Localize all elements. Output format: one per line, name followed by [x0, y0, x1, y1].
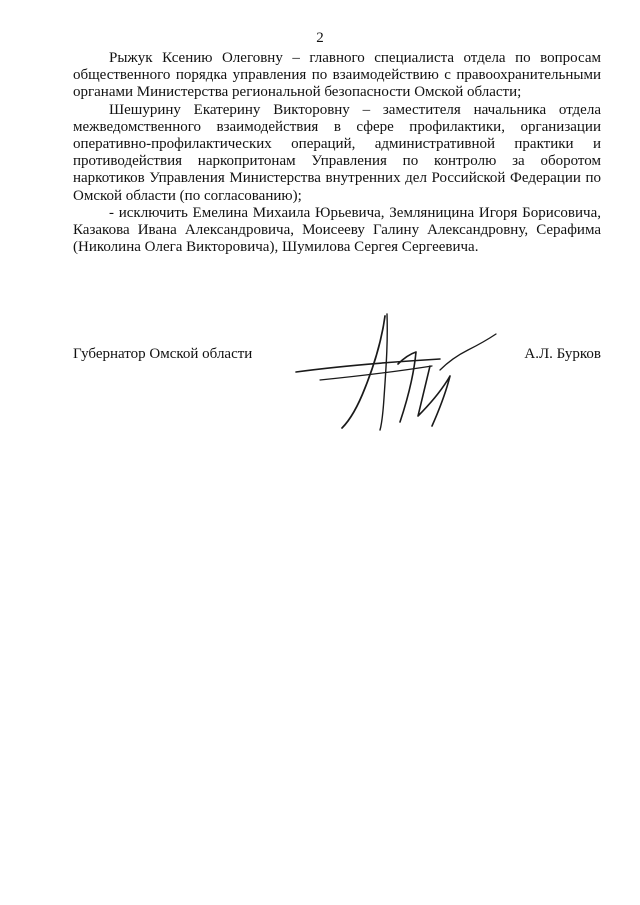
signatory-title: Губернатор Омской области: [73, 346, 253, 362]
page-number: 2: [316, 30, 324, 46]
signatory-name: А.Л. Бурков: [524, 346, 601, 362]
handwritten-signature-icon: [290, 308, 510, 438]
paragraph-exclude: - исключить Емелина Михаила Юрьевича, Земляницина Игоря Борисовича, Казакова Ивана Александровича, Моисееву Галину Александровну, Серафима (Николина Олега Викторовича), Шумилова Сергея Сергеевича.: [73, 204, 601, 256]
document-body: [73, 50, 601, 256]
paragraph-sheshurina: Шешурину Екатерину Викторовну – заместителя начальника отдела межведомственного взаимодействия в сфере профилактики, организации оперативно-профилактических операций, административной практики и противодействия наркопритонам Управления по контролю за оборотом наркотиков Управления Министерства внутренних дел Российской Федерации по Омской области (по согласованию);: [73, 101, 601, 204]
paragraph-ryzhuk: Рыжук Ксению Олеговну – главного специалиста отдела по вопросам общественного порядка управления по взаимодействию с правоохранительными органами Министерства региональной безопасности Омской области;: [73, 50, 601, 101]
